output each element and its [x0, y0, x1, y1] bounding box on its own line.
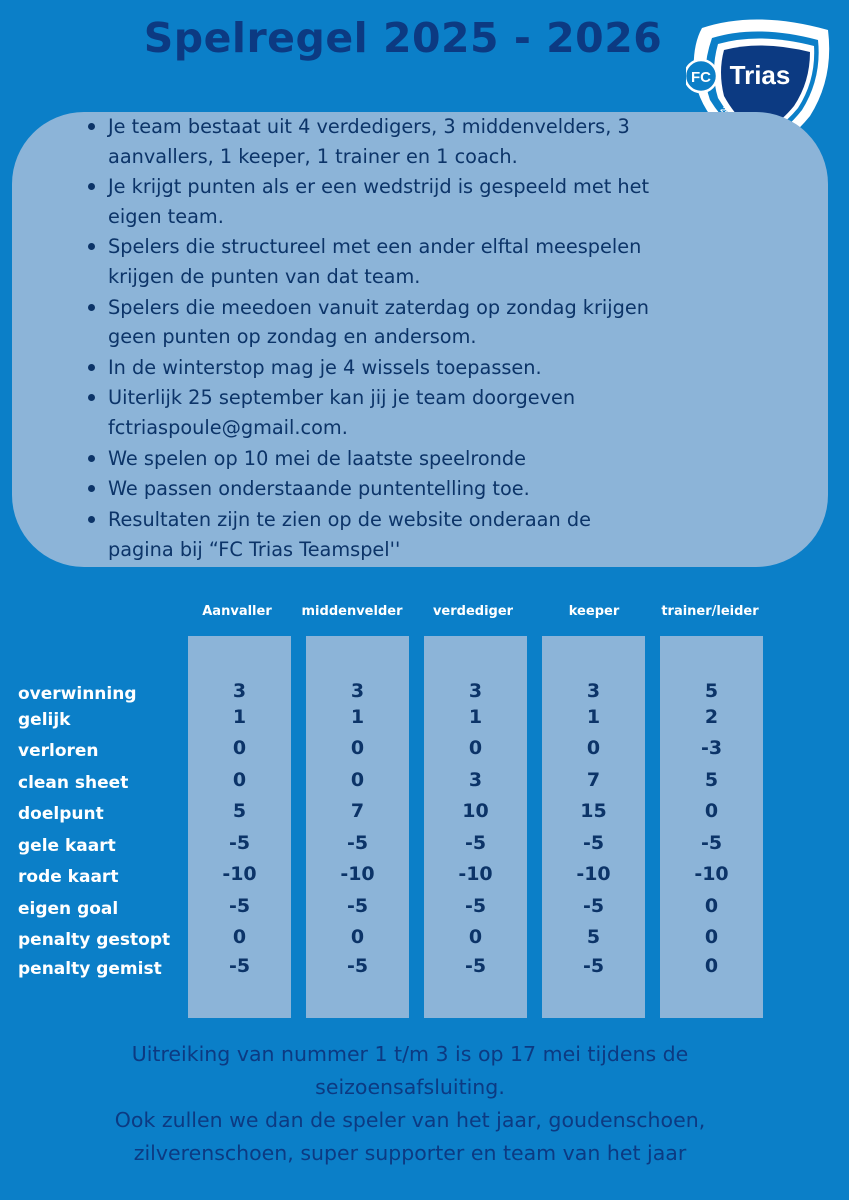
table-cell: -10 [694, 863, 729, 885]
rule-item [88, 353, 728, 383]
rule-line: fctriaspoule@gmail.com. [108, 415, 348, 439]
table-cell: 10 [462, 800, 489, 822]
rule-line: Je krijgt punten als er een wedstrijd is gespeeld met het [108, 175, 650, 199]
table-cell: -10 [576, 863, 611, 885]
table-cell: 0 [468, 737, 483, 759]
footer-text [60, 1038, 760, 1170]
table-cell: -5 [346, 895, 369, 917]
rule-line: Spelers die meedoen vanuit zaterdag op zondag krijgen [108, 295, 649, 319]
table-cell: -5 [464, 955, 487, 977]
rule-line: We passen onderstaande puntentelling toe. [108, 477, 530, 501]
table-cell: 1 [586, 706, 601, 728]
table-cell: -5 [464, 832, 487, 854]
table-cell: 2 [704, 706, 719, 728]
row-label: penalty gestopt [18, 930, 171, 950]
rule-item [88, 293, 728, 352]
table-cell: 7 [350, 800, 365, 822]
table-cell: 3 [232, 680, 247, 702]
footer-line: seizoensafsluiting. [315, 1075, 505, 1099]
table-cell: 1 [350, 706, 365, 728]
column-header: trainer/leider [661, 604, 759, 619]
footer-line: Ook zullen we dan de speler van het jaar, goudenschoen, [114, 1108, 706, 1132]
table-cell: 1 [232, 706, 247, 728]
table-cell: -10 [222, 863, 257, 885]
row-label: clean sheet [18, 773, 129, 793]
rule-line: Uiterlijk 25 september kan jij je team doorgeven [108, 386, 576, 410]
table-cell: 5 [586, 926, 601, 948]
footer-line: zilverenschoen, super supporter en team van het jaar [133, 1141, 687, 1165]
rule-item [88, 505, 728, 564]
column-header: middenvelder [301, 604, 403, 619]
row-label: doelpunt [18, 804, 104, 824]
table-cell: 15 [580, 800, 607, 822]
rule-line: Resultaten zijn te zien op de website onderaan de [108, 508, 591, 531]
rules-list [88, 112, 728, 565]
page-title: Spelregel 2025 - 2026 [143, 14, 663, 62]
table-cell: -3 [700, 737, 723, 759]
table-cell: -5 [582, 895, 605, 917]
table-cell: 3 [468, 680, 483, 702]
table-cell: -5 [700, 832, 723, 854]
logo-badge-text: FC [691, 69, 711, 86]
table-cell: -5 [582, 832, 605, 854]
table-cell: -10 [340, 863, 375, 885]
row-label: verloren [18, 741, 99, 761]
row-label: eigen goal [18, 899, 119, 919]
table-cell: 5 [704, 680, 719, 702]
rule-line: aanvallers, 1 keeper, 1 trainer en 1 coach. [108, 144, 518, 168]
table-cell: 0 [704, 895, 719, 917]
table-cell: 0 [232, 769, 247, 791]
footer-line: Uitreiking van nummer 1 t/m 3 is op 17 mei tijdens de [131, 1042, 689, 1066]
column-header: keeper [568, 604, 620, 619]
table-cell: 0 [350, 926, 365, 948]
table-cell: 0 [704, 955, 719, 977]
rule-line: krijgen de punten van dat team. [108, 264, 421, 288]
table-cell: -10 [458, 863, 493, 885]
table-cell: 0 [586, 737, 601, 759]
table-cell: 0 [232, 926, 247, 948]
table-cell: -5 [346, 832, 369, 854]
table-cell: 0 [232, 737, 247, 759]
rule-item [88, 112, 728, 171]
rule-line: Spelers die structureel met een ander elftal meespelen [108, 235, 642, 259]
table-cell: 3 [468, 769, 483, 791]
rule-line: eigen team. [108, 204, 224, 228]
table-cell: 0 [350, 769, 365, 791]
row-label: overwinning [18, 684, 137, 704]
table-cell: 3 [586, 680, 601, 702]
table-cell: 0 [704, 800, 719, 822]
table-cell: 0 [468, 926, 483, 948]
row-label: rode kaart [18, 867, 119, 887]
column-header: Aanvaller [202, 604, 272, 619]
table-cell: 7 [586, 769, 601, 791]
table-cell: 0 [350, 737, 365, 759]
table-cell: 5 [232, 800, 247, 822]
rule-line: In de winterstop mag je 4 wissels toepassen. [108, 355, 542, 379]
row-label: gele kaart [18, 836, 116, 856]
rule-item [88, 444, 728, 474]
rule-line: We spelen op 10 mei de laatste speelronde [108, 446, 526, 470]
table-cell: 0 [704, 926, 719, 948]
rule-item [88, 383, 728, 442]
table-cell: -5 [582, 955, 605, 977]
column-header: verdediger [432, 604, 514, 619]
table-cell: -5 [464, 895, 487, 917]
row-label: gelijk [18, 710, 71, 730]
table-cell: 1 [468, 706, 483, 728]
row-label: penalty gemist [18, 959, 162, 979]
rule-item [88, 474, 728, 504]
rule-line: Je team bestaat uit 4 verdedigers, 3 middenvelders, 3 [108, 115, 630, 138]
table-cell: -5 [228, 895, 251, 917]
rule-line: pagina bij “FC Trias Teamspel'' [108, 537, 401, 561]
table-cell: 3 [350, 680, 365, 702]
table-cell: -5 [228, 955, 251, 977]
logo-name-text: Trias [729, 60, 791, 90]
table-cell: 5 [704, 769, 719, 791]
table-cell: -5 [346, 955, 369, 977]
table-cell: -5 [228, 832, 251, 854]
rule-line: geen punten op zondag en andersom. [108, 325, 477, 349]
rule-item [88, 172, 728, 231]
rule-item [88, 232, 728, 291]
